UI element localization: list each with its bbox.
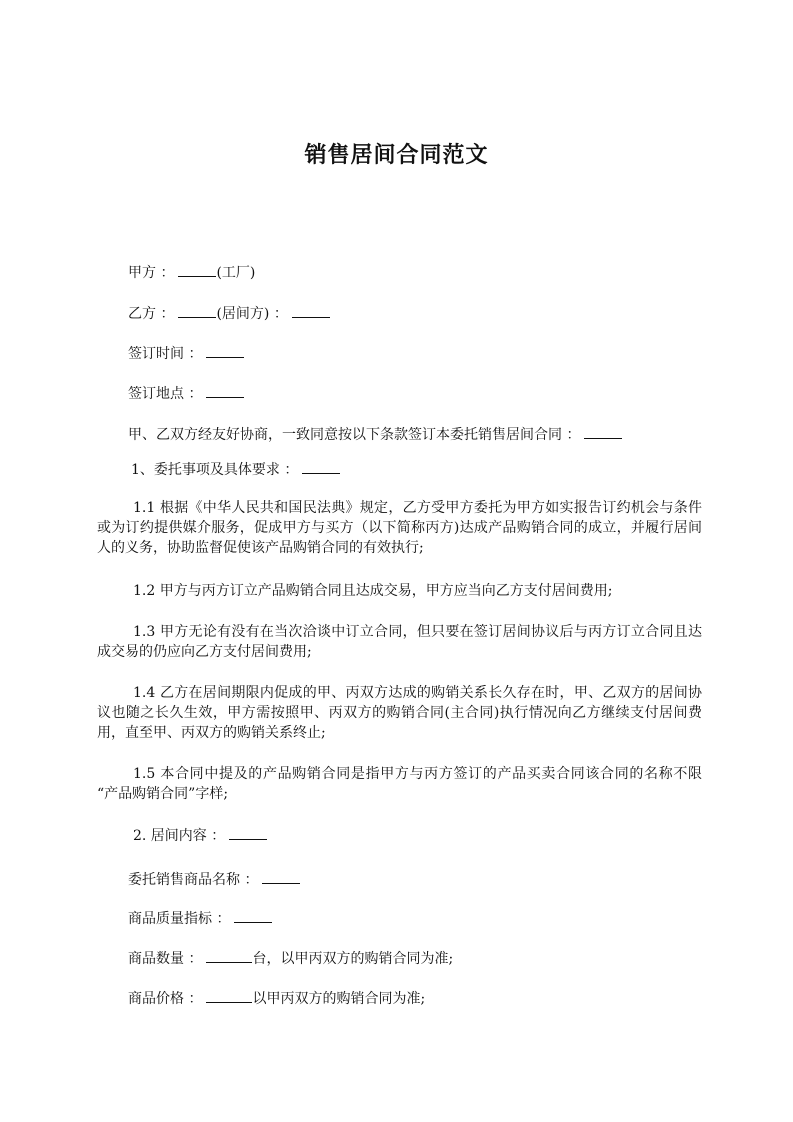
party-a-line <box>128 262 255 283</box>
clause-1-2: 1.2 甲方与丙方订立产品购销合同且达成交易，甲方应当向乙方支付居间费用; <box>133 583 613 599</box>
sign-time-blank <box>206 343 244 358</box>
intro-text: 甲、乙双方经友好协商，一致同意按以下条款签订本委托销售居间合同 ： <box>128 427 581 443</box>
section2-heading-line <box>133 825 267 846</box>
party-b-agent-blank <box>292 303 330 318</box>
product-name-line <box>128 869 300 890</box>
clause-1-5: 1.5 本合同中提及的产品购销合同是指甲方与丙方签订的产品买卖合同该合同的名称不限 “产品购销合同”字样; <box>97 766 702 802</box>
section1-heading: 1、委托事项及具体要求 ： <box>131 462 299 478</box>
party-b-line <box>128 303 330 324</box>
clause-1-1: 1.1 根据《中华人民共和国民法典》规定，乙方受甲方委托为甲方如实报告订约机会与条件或为订约提供媒介服务，促成甲方与买方（以下简称丙方)达成产品购销合同的成立，并履行居间人的义务，协助监督促使该产品购销合同的有效执行; <box>97 500 702 556</box>
clause-1-3: 1.3 甲方无论有没有在当次洽谈中订立合同，但只要在签订居间协议后与丙方订立合同且达成交易的仍应向乙方支付居间费用; <box>97 624 702 660</box>
party-a-blank <box>178 262 216 277</box>
intro-blank <box>584 424 622 439</box>
party-a-label: 甲方 ： <box>128 265 175 281</box>
price-line <box>128 988 425 1009</box>
quality-blank <box>234 908 272 923</box>
price-blank <box>206 988 252 1003</box>
party-b-label: 乙方 ： <box>128 306 175 322</box>
clause-1-4: 1.4 乙方在居间期限内促成的甲、丙双方达成的购销关系长久存在时，甲、乙双方的居间协议也随之长久生效，甲方需按照甲、丙双方的购销合同(主合同)执行情况向乙方继续支付居间费用，直至甲、丙双方的购销关系终止; <box>97 685 702 741</box>
sign-time-label: 签订时间 ： <box>128 346 203 362</box>
party-b-middle: (居间方) ： <box>216 306 288 322</box>
quality-line <box>128 908 272 929</box>
section2-blank <box>229 825 267 840</box>
quantity-label: 商品数量 ： <box>128 951 203 967</box>
section2-heading: 2. 居间内容 ： <box>133 828 226 844</box>
document-title: 销售居间合同范文 <box>304 143 489 168</box>
quantity-blank <box>206 948 252 963</box>
quantity-line <box>128 948 453 969</box>
price-label: 商品价格 ： <box>128 991 203 1007</box>
sign-time-line <box>128 343 244 364</box>
product-name-blank <box>262 869 300 884</box>
intro-line <box>128 424 622 445</box>
section1-blank <box>302 459 340 474</box>
sign-place-blank <box>206 383 244 398</box>
quantity-suffix: 台，以甲丙双方的购销合同为准; <box>252 951 454 967</box>
sign-place-label: 签订地点 ： <box>128 386 203 402</box>
quality-label: 商品质量指标 ： <box>128 911 231 927</box>
price-suffix: 以甲丙双方的购销合同为准; <box>252 991 426 1007</box>
party-a-suffix: (工厂) <box>216 265 256 281</box>
product-name-label: 委托销售商品名称 ： <box>128 872 259 888</box>
sign-place-line <box>128 383 244 404</box>
section1-heading-line <box>131 459 340 480</box>
party-b-blank <box>178 303 216 318</box>
